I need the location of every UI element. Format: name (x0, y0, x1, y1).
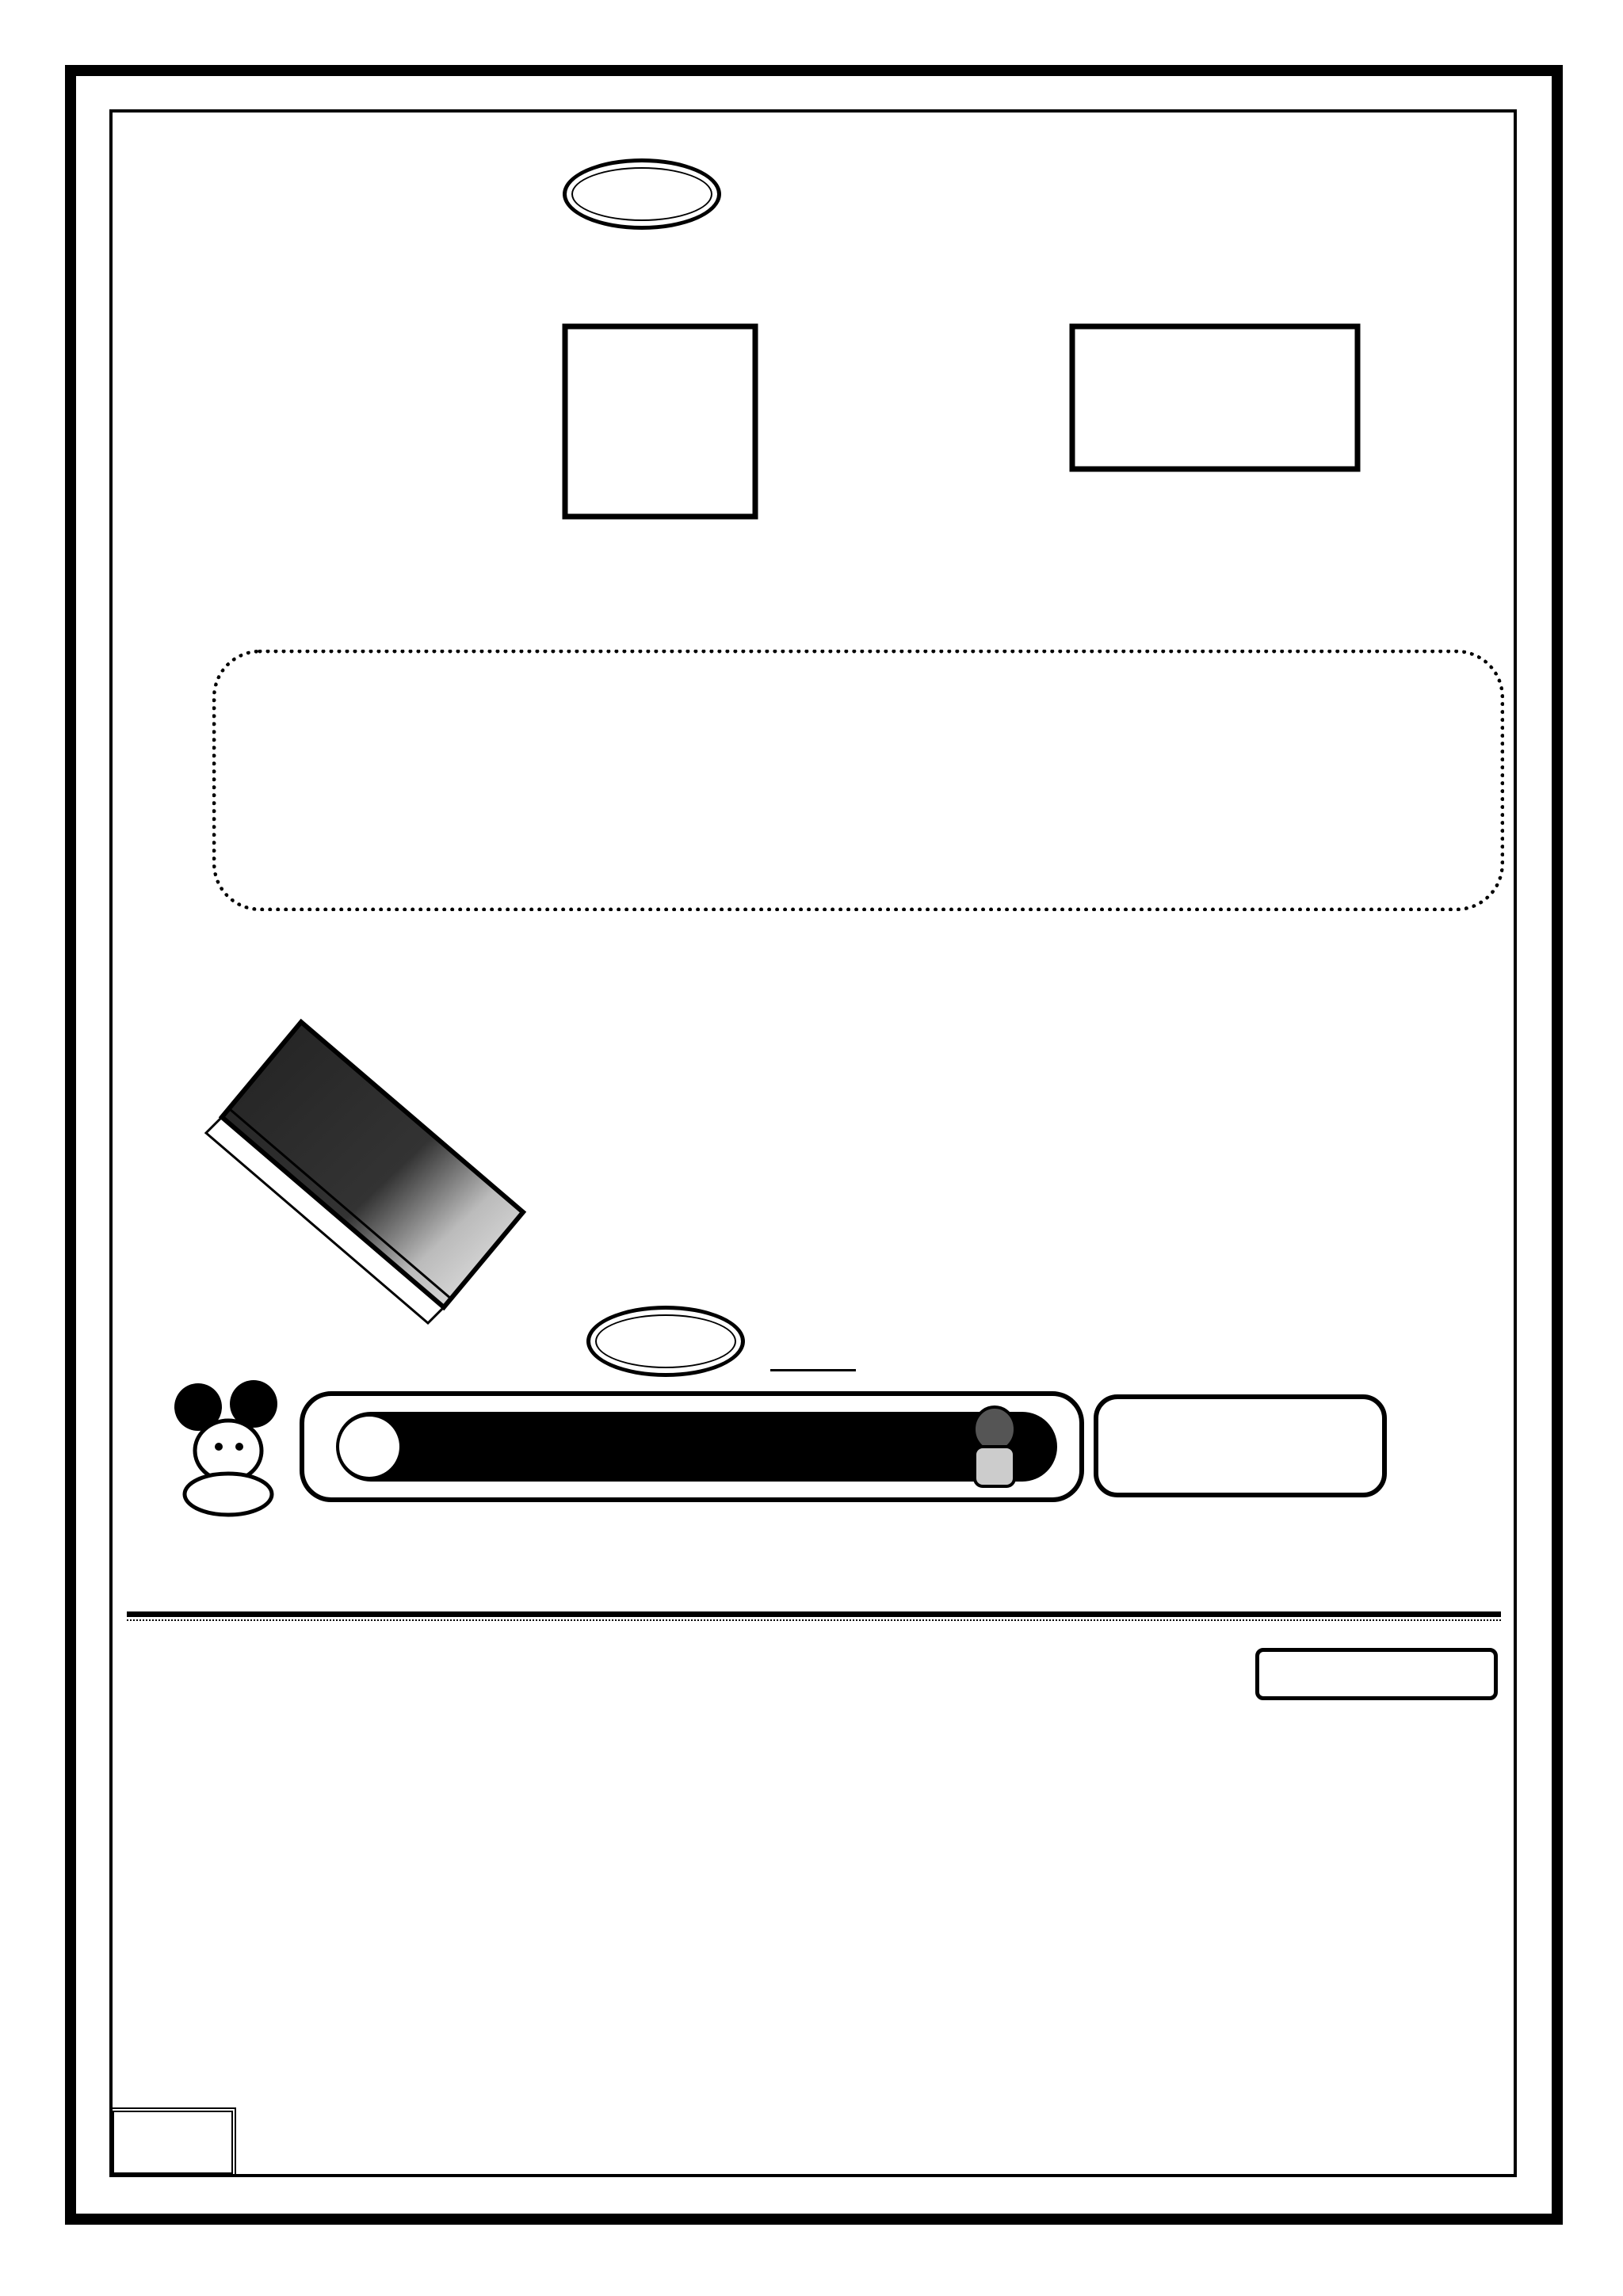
left-ornament-column (76, 119, 120, 2176)
bottom-ornament-row (76, 2176, 1550, 2220)
parallelogram-triangles-shape (594, 1745, 959, 1922)
answer-rows (230, 664, 1490, 902)
right-ornament-column (1507, 119, 1552, 2176)
grid-rectangle-shape (1159, 1756, 1488, 1908)
example-label-box (1255, 1648, 1498, 1700)
section-divider (127, 1611, 1501, 1617)
grid-figure (238, 279, 1474, 572)
square-smsn (565, 326, 755, 517)
lesson-number-box (1094, 1394, 1387, 1497)
section-divider-thin (127, 1619, 1501, 1621)
school-book-badge (586, 1306, 745, 1377)
circle-decoration (339, 1417, 399, 1477)
cartoon-animal-icon (959, 1398, 1030, 1493)
lesson-title-bar (336, 1412, 1057, 1482)
top-ornament-row (76, 76, 1550, 120)
cartoon-mouse-icon (166, 1375, 293, 1518)
rectangle-abjd (1072, 326, 1358, 469)
page-number-box (109, 2107, 236, 2177)
big-triangle-shape (170, 1707, 401, 1920)
shaded-rectangle (222, 1022, 523, 1307)
underline-stub (770, 1369, 856, 1371)
ruler-rectangle-figure (158, 998, 602, 1347)
school-book-badge (563, 158, 721, 230)
